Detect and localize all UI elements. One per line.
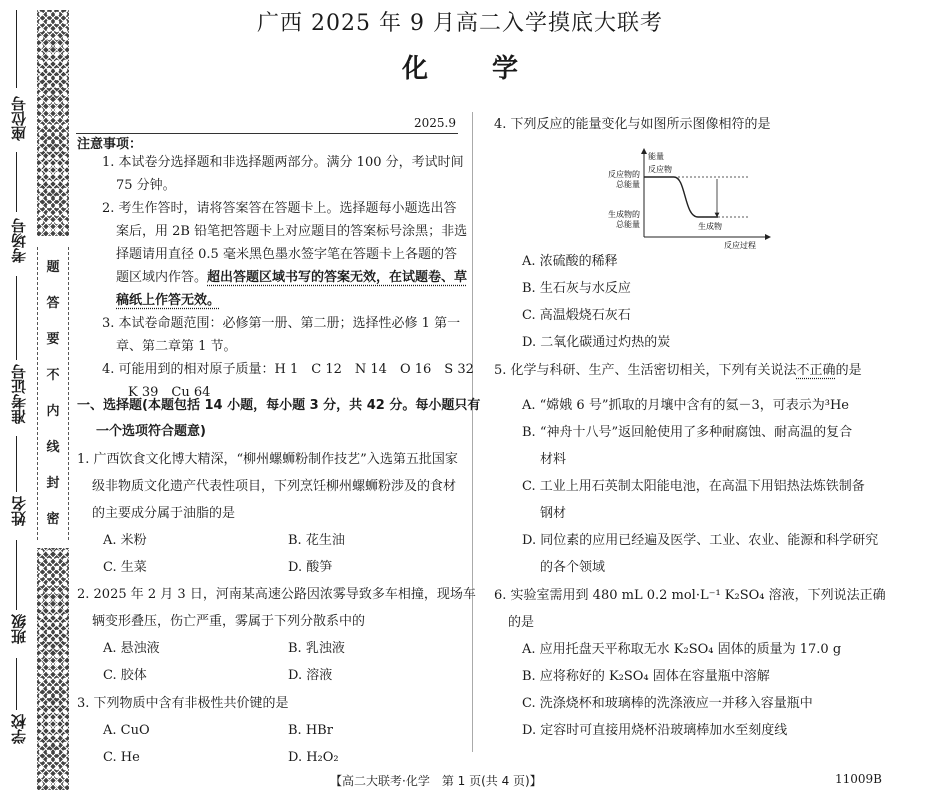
question-3-option-d: D. H₂O₂ — [288, 750, 339, 765]
notice-line: 3. 本试卷命题范围：必修第一册、第二册；选择性必修 1 第一 — [102, 316, 461, 331]
question-1-stem: 级非物质文化遗产代表性项目，下列烹饪柳州螺蛳粉涉及的食材 — [92, 479, 457, 494]
seal-char: 封 — [46, 476, 60, 491]
question-3-option-b: B. HBr — [288, 723, 333, 738]
energy-curve — [644, 177, 718, 217]
question-6-option-c: C. 洗涤烧杯和玻璃棒的洗涤液应一并移入容量瓶中 — [522, 696, 813, 711]
question-5-option-a: A. “嫦娥 6 号”抓取的月壤中含有的氦－3，可表示为³He — [522, 398, 849, 413]
section-heading: 一个选项符合题意) — [96, 424, 206, 439]
binding-strip — [37, 10, 69, 790]
question-1-option-a: A. 米粉 — [103, 533, 147, 548]
question-2-option-c: C. 胶体 — [103, 668, 147, 683]
decorative-border-top — [37, 10, 69, 236]
column-divider — [472, 112, 473, 752]
paper-code: 11009B — [835, 772, 882, 786]
question-5-option-d-cont: 的各个领域 — [540, 560, 606, 575]
question-2-option-b: B. 乳浊液 — [288, 641, 345, 656]
question-5-option-c-cont: 钢材 — [540, 506, 567, 521]
question-4-option-c: C. 高温煅烧石灰石 — [522, 308, 631, 323]
energy-axis-label: 能量 — [648, 152, 664, 161]
question-1-option-b: B. 花生油 — [288, 533, 345, 548]
exam-room-label: 考场号 — [10, 218, 28, 263]
question-4-option-b: B. 生石灰与水反应 — [522, 281, 631, 296]
question-2-stem: 辆变形叠压，伤亡严重，雾属于下列分散系中的 — [92, 614, 366, 629]
notice-line: 1. 本试卷分选择题和非选择题两部分。满分 100 分，考试时间 — [102, 155, 464, 170]
name-label: 姓名 — [10, 496, 28, 526]
decorative-border-bottom — [37, 548, 69, 790]
class-label: 班级 — [10, 614, 28, 644]
question-3-option-a: A. CuO — [103, 723, 150, 738]
notice-line: 4. 可能用到的相对原子质量：H 1 C 12 N 14 O 16 S 32 — [102, 362, 474, 377]
admission-number-label: 准考证号 — [10, 364, 28, 424]
question-1-stem: 1. 广西饮食文化博大精深，“柳州螺蛳粉制作技艺”入选第五批国家 — [77, 452, 458, 467]
product-energy-label: 生成物的 — [608, 210, 640, 219]
seal-char: 不 — [46, 368, 60, 383]
question-5-option-d: D. 同位素的应用已经遍及医学、工业、农业、能源和科学研究 — [522, 533, 879, 548]
energy-diagram — [600, 145, 780, 251]
notice-line: 章、第二章第 1 节。 — [116, 339, 237, 354]
question-5-option-b-cont: 材料 — [540, 452, 567, 467]
exam-title: 广西 2025 年 9 月高二入学摸底大联考 — [257, 11, 663, 36]
seal-line-column — [37, 247, 69, 540]
notice-line: 2. 考生作答时，请将答案答在答题卡上。选择题每小题选出答 — [102, 201, 457, 216]
notice-line: 稿纸上作答无效。 — [116, 293, 221, 308]
progress-axis-label: 反应过程 — [724, 241, 756, 250]
question-6-stem: 的是 — [508, 615, 535, 630]
question-1-stem: 的主要成分属于油脂的是 — [92, 506, 236, 521]
seal-char: 题 — [46, 260, 60, 275]
question-6-option-a: A. 应用托盘天平称取无水 K₂SO₄ 固体的质量为 17.0 g — [522, 642, 842, 657]
candidate-info-fields — [0, 0, 36, 794]
question-4-option-a: A. 浓硫酸的稀释 — [522, 254, 618, 269]
question-6-option-b: B. 应将称好的 K₂SO₄ 固体在容量瓶中溶解 — [522, 669, 770, 684]
exam-date: 2025.9 — [414, 116, 456, 130]
notice-heading: 注意事项： — [77, 137, 143, 152]
reactant-energy-label: 反应物的 — [608, 170, 640, 179]
question-2-option-a: A. 悬浊液 — [103, 641, 160, 656]
notice-line: 题区域内作答。超出答题区域书写的答案无效，在试题卷、草 — [116, 270, 468, 285]
section-heading: 一、选择题(本题包括 14 小题，每小题 3 分，共 42 分。每小题只有 — [77, 398, 481, 413]
page-footer: 【高二大联考·化学 第 1 页(共 4 页)】 — [330, 774, 542, 788]
seal-char: 答 — [46, 296, 60, 311]
seal-char: 要 — [46, 332, 60, 347]
question-5-stem: 5. 化学与科研、生产、生活密切相关，下列有关说法不正确的是 — [494, 363, 862, 378]
seal-char: 密 — [46, 512, 60, 527]
question-4-option-d: D. 二氧化碳通过灼热的炭 — [522, 335, 671, 350]
notice-line: 择题请用直径 0.5 毫米黑色墨水签字笔在答题卡上各题的答 — [116, 247, 457, 262]
subject-title: 化 学 — [401, 54, 519, 84]
question-2-stem: 2. 2025 年 2 月 3 日，河南某高速公路因浓雾导致多车相撞，现场车 — [77, 587, 476, 602]
notice-line: K 39 Cu 64 — [128, 385, 211, 400]
question-1-option-c: C. 生菜 — [103, 560, 147, 575]
question-2-option-d: D. 溶液 — [288, 668, 333, 683]
notice-line: 案后，用 2B 铅笔把答题卡上对应题目的答案标号涂黑；非选 — [116, 224, 468, 239]
question-3-option-c: C. He — [103, 750, 140, 765]
question-4-stem: 4. 下列反应的能量变化与如图所示图像相符的是 — [494, 117, 771, 132]
notice-line: 75 分钟。 — [116, 178, 176, 193]
seat-number-label: 座位号 — [10, 96, 28, 141]
question-3-stem: 3. 下列物质中含有非极性共价键的是 — [77, 696, 289, 711]
seal-char: 内 — [46, 404, 60, 419]
question-5-option-c: C. 工业上用石英制太阳能电池，在高温下用铝热法炼铁制备 — [522, 479, 865, 494]
school-label: 学校 — [10, 714, 28, 744]
question-6-option-d: D. 定容时可直接用烧杯沿玻璃棒加水至刻度线 — [522, 723, 788, 738]
seal-char: 线 — [46, 440, 60, 455]
reactant-label: 反应物 — [648, 165, 672, 174]
question-1-option-d: D. 酸笋 — [288, 560, 333, 575]
question-6-stem: 6. 实验室需用到 480 mL 0.2 mol·L⁻¹ K₂SO₄ 溶液，下列说法正确 — [494, 588, 886, 603]
product-label: 生成物 — [698, 222, 722, 231]
product-energy-label: 总能量 — [616, 220, 640, 229]
reactant-energy-label: 总能量 — [616, 180, 640, 189]
question-5-option-b: B. “神舟十八号”返回舱使用了多种耐腐蚀、耐高温的复合 — [522, 425, 853, 440]
